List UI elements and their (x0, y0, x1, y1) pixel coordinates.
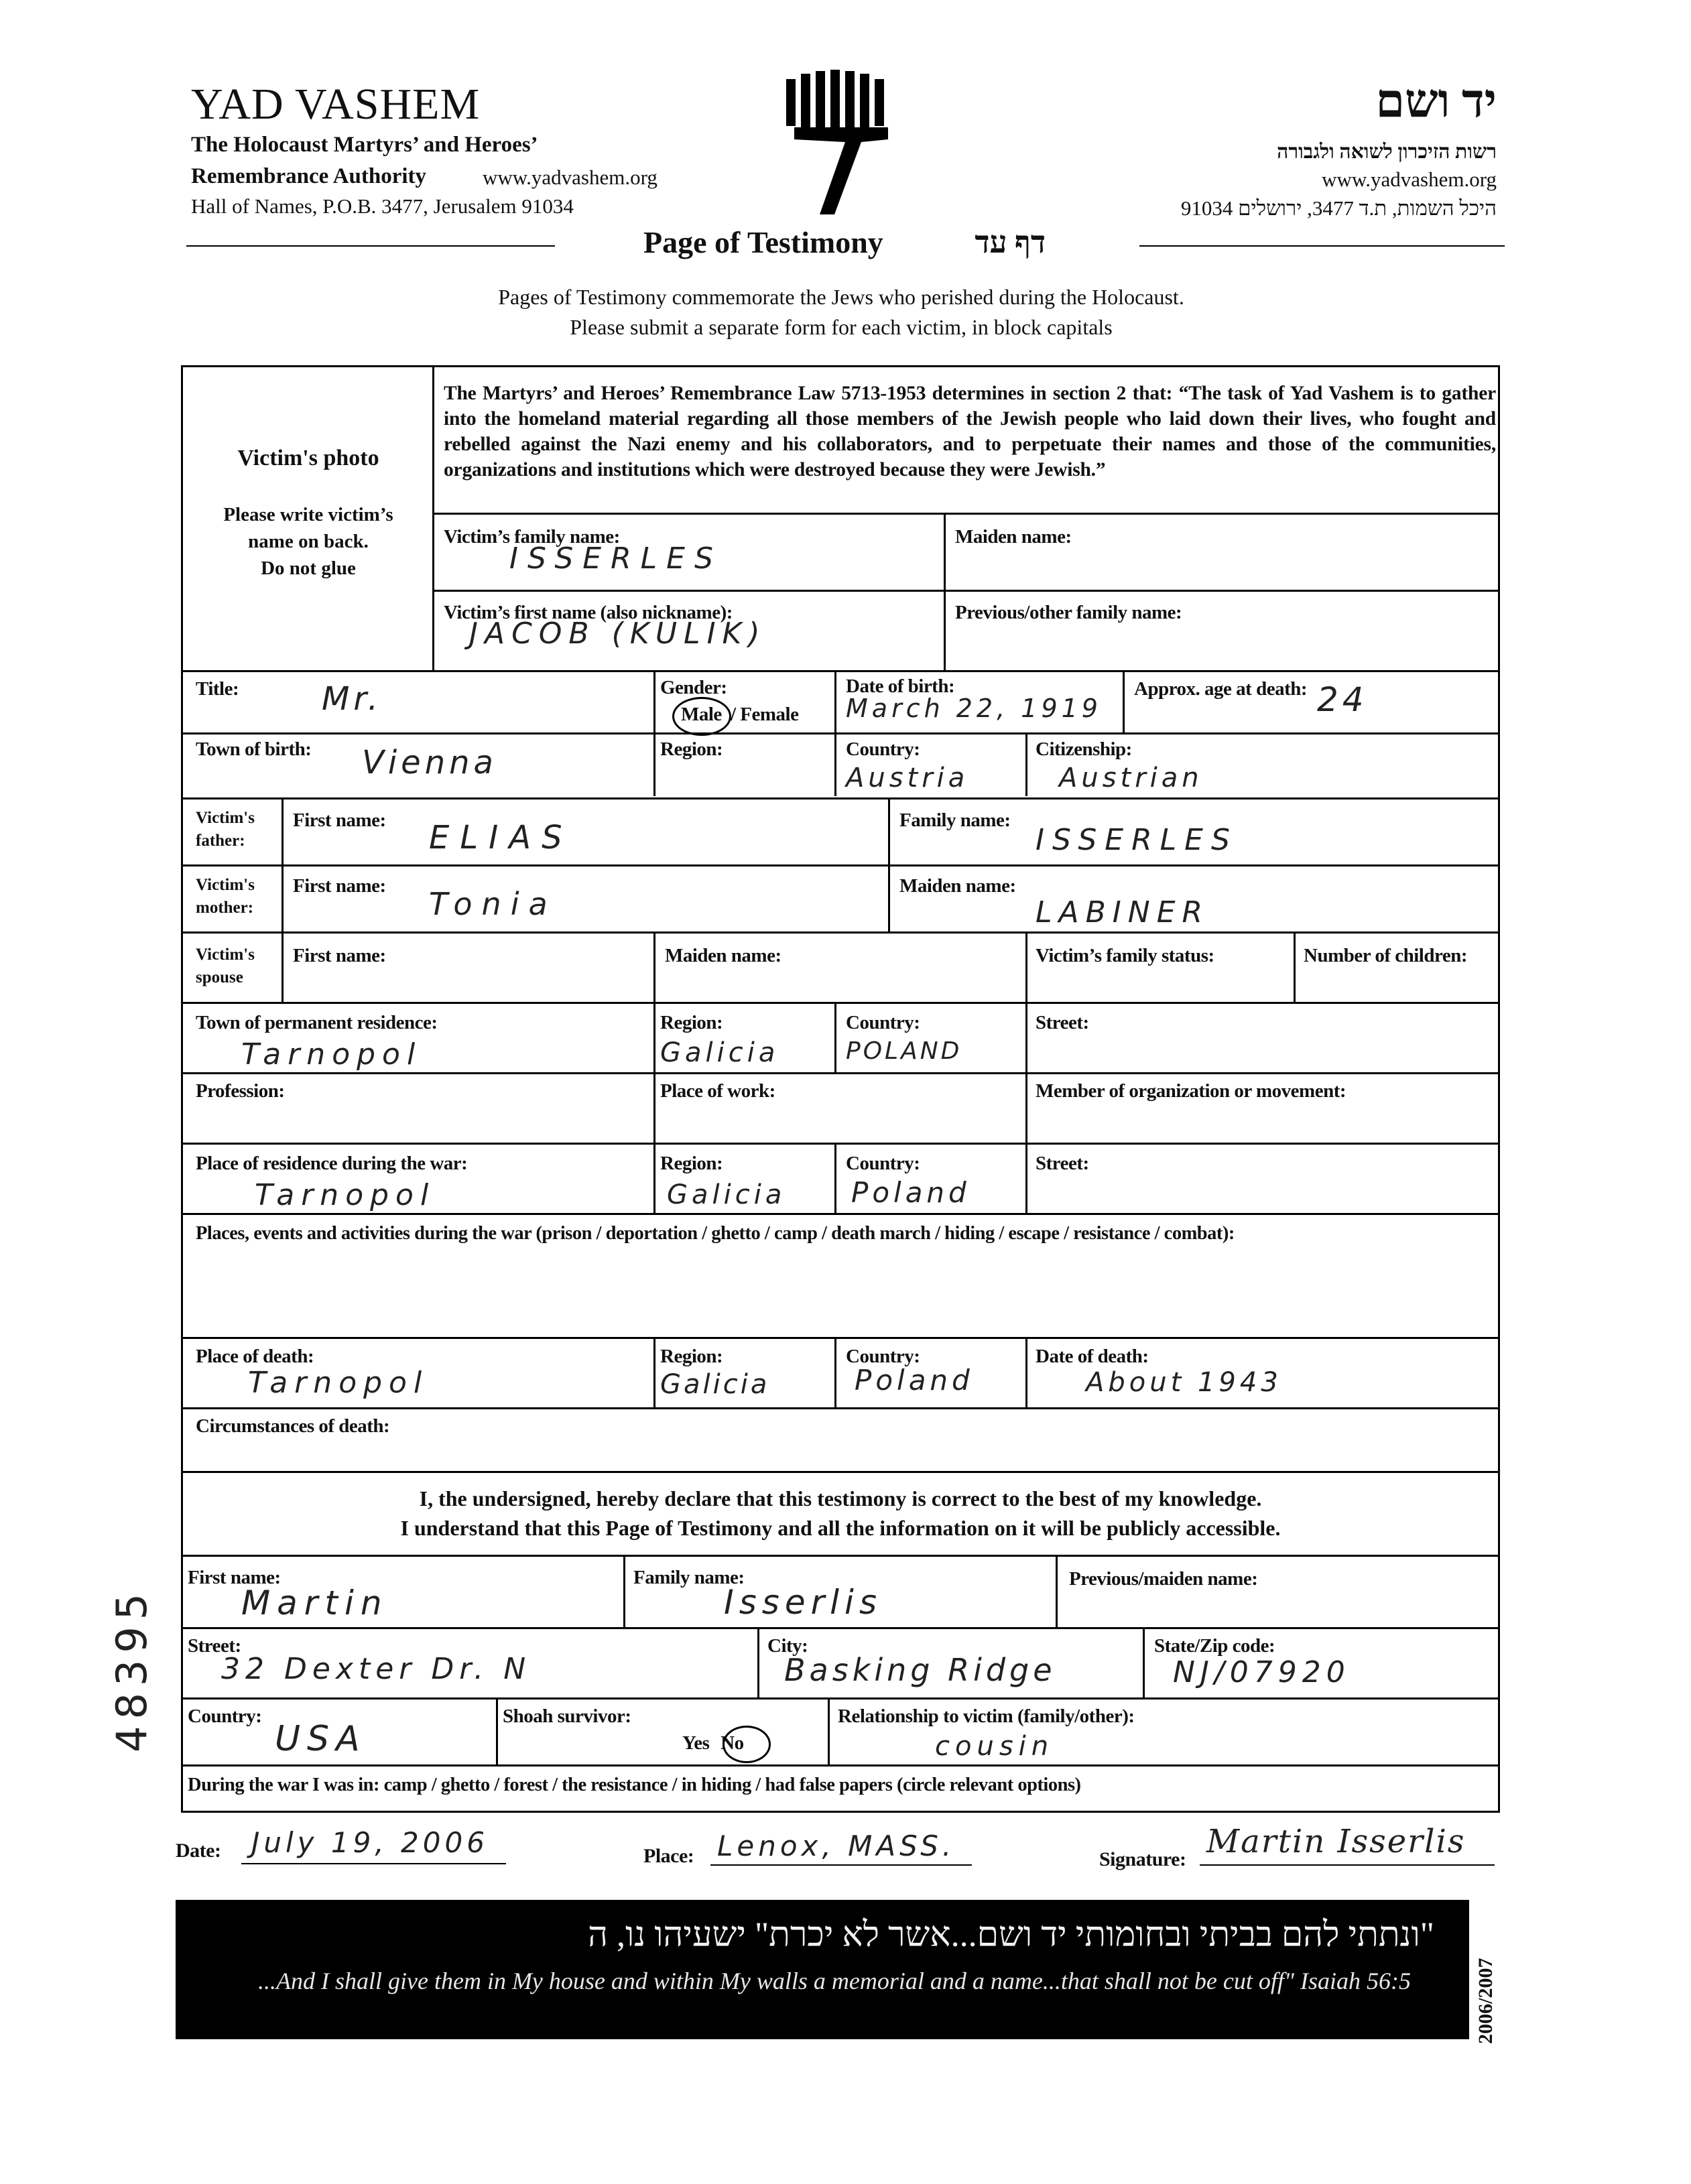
declaration-line-1: I, the undersigned, hereby declare that this testimony is correct to the best of my knowledge. (419, 1486, 1262, 1511)
father-row-label (196, 807, 255, 852)
birth-region-label: Region: (660, 738, 723, 760)
war-street-label: Street: (1036, 1153, 1089, 1174)
residence-country-value: POLAND (846, 1037, 962, 1065)
victim-family-name-value: ISSERLES (509, 541, 723, 576)
mother-row-label-2: mother: (196, 899, 254, 917)
mother-maiden-name-value: LABINER (1036, 895, 1210, 929)
relationship-value: cousin (935, 1731, 1054, 1762)
org-subtitle-2: Remembrance Authority (191, 164, 427, 188)
org-address: Hall of Names, P.O.B. 3477, Jerusalem 91034 (191, 194, 574, 218)
date-of-death-value: About 1943 (1086, 1367, 1282, 1398)
photo-title: Victim's photo (237, 446, 379, 470)
photo-instr-3: Do not glue (261, 558, 356, 579)
maiden-name-label: Maiden name: (955, 526, 1072, 548)
permanent-residence-value: Tarnopol (241, 1037, 422, 1072)
org-website: www.yadvashem.org (483, 166, 657, 189)
spouse-row-label (196, 944, 255, 989)
banner-hebrew-quote: "ונתתי להם בביתי ובחומותי יד ושם...אשר לא יכרת" ישעיהו נו, ה (588, 1916, 1434, 1954)
org-name: YAD VASHEM (191, 80, 481, 129)
dob-label: Date of birth: (846, 676, 955, 697)
death-country-value: Poland (855, 1364, 974, 1397)
submitter-first-name-value: Martin (241, 1584, 389, 1622)
title-value: Mr. (322, 680, 382, 718)
submitter-country-label: Country: (188, 1706, 262, 1727)
submitter-city-label: City: (767, 1635, 808, 1657)
margin-handwritten-number: 48395 (107, 1586, 156, 1752)
war-region-value: Galicia (667, 1179, 786, 1210)
shoah-survivor-options[interactable]: Yes No (682, 1732, 744, 1754)
citizenship-value: Austrian (1059, 763, 1203, 793)
birth-country-label: Country: (846, 738, 920, 760)
spouse-first-name-label: First name: (293, 945, 386, 966)
war-events-label: Places, events and activities during the war (prison / deportation / ghetto / camp / death march / hiding / escape / resistance / combat): (196, 1223, 1235, 1244)
number-of-children-label: Number of children: (1304, 945, 1467, 966)
org-subtitle-1: The Holocaust Martyrs’ and Heroes’ (191, 133, 538, 157)
header-rule-left (186, 245, 555, 247)
father-family-name-value: ISSERLES (1036, 823, 1238, 857)
war-country-label: Country: (846, 1153, 920, 1174)
form-title-hebrew: דף עד (975, 225, 1046, 259)
profession-label: Profession: (196, 1080, 285, 1102)
submitter-street-value: 32 Dexter Dr. N (221, 1652, 531, 1686)
submitter-country-value: USA (275, 1719, 367, 1759)
date-label: Date: (176, 1840, 221, 1862)
mother-first-name-value: Tonia (429, 886, 557, 922)
mother-first-name-label: First name: (293, 875, 386, 897)
submitter-family-name-label: Family name: (633, 1567, 745, 1588)
member-of-organization-label: Member of organization or movement: (1036, 1080, 1346, 1102)
submitter-state-zip-value: NJ/07920 (1173, 1655, 1351, 1689)
mother-row-label (196, 874, 255, 919)
submitter-prev-name-label: Previous/maiden name: (1069, 1568, 1258, 1590)
citizenship-label: Citizenship: (1036, 738, 1132, 760)
banner-english-quote: ...And I shall give them in My house and within My walls a memorial and a name...that shall not be cut off" Isaiah 56:5 (258, 1968, 1411, 1994)
place-value: Lenox, MASS. (717, 1829, 956, 1862)
submitter-state-zip-label: State/Zip code: (1154, 1635, 1275, 1657)
father-family-name-label: Family name: (899, 810, 1011, 831)
survivor-no-circle (723, 1726, 771, 1763)
hebrew-website: www.yadvashem.org (1322, 168, 1497, 191)
submitter-family-name-value: Isserlis (724, 1583, 882, 1622)
place-of-death-label: Place of death: (196, 1346, 314, 1367)
family-status-label: Victim’s family status: (1036, 945, 1214, 966)
war-region-label: Region: (660, 1153, 723, 1174)
war-residence-value: Tarnopol (255, 1178, 436, 1212)
residence-region-label: Region: (660, 1012, 723, 1033)
town-of-birth-label: Town of birth: (196, 738, 312, 760)
prev-family-name-label: Previous/other family name: (955, 602, 1182, 623)
gender-label: Gender: (660, 677, 727, 698)
father-row-label-2: father: (196, 832, 245, 850)
dob-value: March 22, 1919 (846, 694, 1102, 723)
hebrew-org-name: יד ושם (1375, 76, 1497, 127)
place-of-death-value: Tarnopol (248, 1366, 429, 1400)
submitter-war-situation-label: During the war I was in: camp / ghetto / forest / the resistance / in hiding / had false papers (circle relevant options) (188, 1775, 1081, 1795)
death-region-label: Region: (660, 1346, 723, 1367)
submitter-street-label: Street: (188, 1635, 241, 1657)
edition-label: 2006/2007 (1475, 1957, 1497, 2044)
age-value: 24 (1317, 680, 1368, 719)
mother-row-label-1: Victim's (196, 876, 255, 894)
date-of-death-label: Date of death: (1036, 1346, 1149, 1367)
spouse-row-label-2: spouse (196, 968, 243, 986)
war-country-value: Poland (851, 1176, 970, 1209)
death-country-label: Country: (846, 1346, 920, 1367)
father-first-name-value: ELIAS (429, 819, 573, 856)
victim-first-name-value: JACOB (KULIK) (469, 617, 767, 651)
hebrew-address: היכל השמות, ת.ד 3477, ירושלים 91034 (1180, 196, 1497, 220)
birth-country-value: Austria (846, 763, 969, 793)
war-residence-label: Place of residence during the war: (196, 1153, 468, 1174)
age-label: Approx. age at death: (1134, 678, 1308, 700)
submitter-city-value: Basking Ridge (784, 1652, 1056, 1688)
signature-label: Signature: (1099, 1848, 1186, 1870)
residence-region-value: Galicia (660, 1037, 779, 1068)
town-of-birth-value: Vienna (362, 744, 497, 781)
date-value: July 19, 2006 (251, 1826, 489, 1859)
yad-vashem-logo (781, 67, 908, 221)
father-row-label-1: Victim's (196, 809, 255, 827)
shoah-survivor-label: Shoah survivor: (503, 1706, 631, 1727)
header-rule-right (1139, 245, 1505, 247)
title-label: Title: (196, 678, 239, 700)
law-text: The Martyrs’ and Heroes’ Remembrance Law 5713-1953 determines in section 2 that: “The task of Yad Vashem is to gather into the homeland material regarding all those members of the Jewish people who laid down their lives, who fought and rebelled against the Nazi enemy and his collaborators, and to perpetuate their names and those of the communities, organizations and institutions which were destroyed because they were Jewish.” (444, 383, 1496, 480)
place-of-work-label: Place of work: (660, 1080, 775, 1102)
relationship-label: Relationship to victim (family/other): (838, 1706, 1135, 1727)
gender-female-option[interactable]: / Female (731, 704, 799, 725)
father-first-name-label: First name: (293, 810, 386, 831)
photo-instr-2: name on back. (248, 531, 369, 552)
victim-family-name-label: Victim’s family name: (444, 526, 620, 548)
mother-maiden-name-label: Maiden name: (899, 875, 1016, 897)
signature-value: Martin Isserlis (1206, 1823, 1466, 1860)
residence-country-label: Country: (846, 1012, 920, 1033)
intro-line-1: Pages of Testimony commemorate the Jews who perished during the Holocaust. (498, 285, 1184, 309)
spouse-row-label-1: Victim's (196, 946, 255, 964)
hebrew-org-subtitle: רשות הזיכרון לשואה ולגבורה (1277, 141, 1497, 163)
residence-street-label: Street: (1036, 1012, 1089, 1033)
spouse-maiden-name-label: Maiden name: (665, 945, 781, 966)
form-title: Page of Testimony (643, 225, 883, 259)
circumstances-label: Circumstances of death: (196, 1415, 390, 1437)
declaration-line-2: I understand that this Page of Testimony and all the information on it will be publicly accessible. (400, 1516, 1281, 1540)
place-label: Place: (643, 1845, 694, 1867)
death-region-value: Galicia (660, 1369, 770, 1400)
victim-first-name-label: Victim’s first name (also nickname): (444, 602, 733, 623)
permanent-residence-label: Town of permanent residence: (196, 1012, 438, 1033)
intro-line-2: Please submit a separate form for each victim, in block capitals (570, 315, 1113, 339)
submitter-first-name-label: First name: (188, 1567, 281, 1588)
gender-male-option[interactable]: Male (681, 704, 722, 725)
photo-instr-1: Please write victim’s (223, 504, 393, 525)
